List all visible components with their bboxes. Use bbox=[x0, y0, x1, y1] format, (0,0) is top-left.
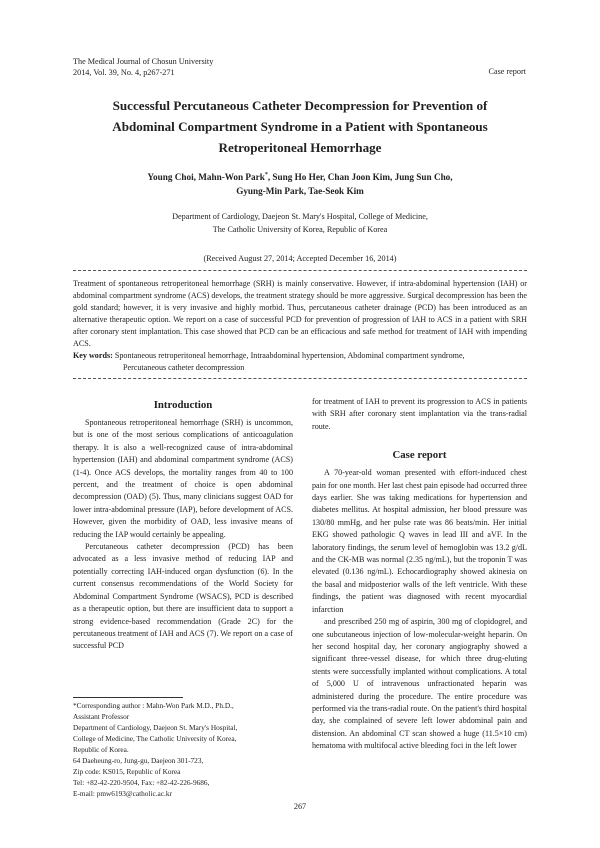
case-report-paragraph-2: and prescribed 250 mg of aspirin, 300 mg of clopidogrel, and one subcutaneous injection of low-molecular-weight heparin. On her second hospital day, her coronary angiography showed a significant three-vessel disease, for which three drug-eluting stents were successfully implanted without complications. A total of 5,000 U of intravenous unfractionated heparin was administered during the procedure. The entire procedure was performed via the trans-radial route. On the patient's third hospital day, she complained of severe left lower abdominal pain and distension. An abdominal CT scan showed a huge (11.5×10 cm) hematoma with multifocal active bleeding foci in the left lower bbox=[312, 617, 527, 751]
introduction-paragraph-1: Spontaneous retroperitoneal hemorrhage (SRH) is uncommon, but is one of the most serious complications of anticoagulation therapy. It is also a well-recognized cause of intra-abdominal hypertension (IAH) and abdominal compartment syndrome (ACS) (1-4). Once ACS develops, the mortality ranges from 40 to 100 percent, and the treatment of choice is open abdominal decompression (OAD) (5). Thus, many clinicians suggest OAD for lower intra-abdominal pressure (IAP), before development of ACS. However, given the morbidity of OAD, less invasive means of reducing the IAP would certainly be appealing. bbox=[73, 418, 293, 539]
abstract: Treatment of spontaneous retroperitoneal hemorrhage (SRH) is mainly conservative. However, if intra-abdominal hypertension (IAH) or abdominal compartment syndrome (ACS) develops, the treatment strategy should be more aggressive. Surgical decompression has been the gold standard; however, it is very invasive and highly morbid. Thus, percutaneous catheter drainage (PCD) has been introduced as an alternative therapeutic option. We report on a case of successful PCD for prevention of progression of IAH to ACS in a patient with SRH after coronary stent implantation. This case showed that PCD can be an efficacious and safe method for treatment of IAH with impending ACS. bbox=[73, 279, 527, 348]
abstract-bottom-rule bbox=[73, 378, 527, 379]
authors-line-1a: Young Choi, Mahn-Won Park bbox=[147, 172, 265, 183]
footnote-line-3: Department of Cardiology, Daejeon St. Mary's Hospital, bbox=[73, 723, 238, 732]
footnote-line-6: 64 Daeheung-ro, Jung-gu, Daejeon 301-723, bbox=[73, 756, 204, 765]
introduction-paragraph-2: Percutaneous catheter decompression (PCD) has been advocated as a less invasive method of reducing IAP and potentially correcting IAH-induced organ dysfunction (6). In the current consensus recommendations of the World Society for Abdominal Compartment Syndrome (WSACS), PCD is described as a therapeutic option, but there are insufficient data to support a strong evidence-based recommendation (Grade 2C) for the percutaneous treatment of IAH and ACS (7). We report on a case of successful PCD bbox=[73, 542, 293, 651]
authors-line-2: Gyung-Min Park, Tae-Seok Kim bbox=[236, 186, 364, 197]
author-list bbox=[70, 168, 530, 198]
affiliation-line-1: Department of Cardiology, Daejeon St. Mary's Hospital, College of Medicine, bbox=[172, 212, 428, 221]
journal-header bbox=[73, 56, 213, 78]
title-line-2: Abdominal Compartment Syndrome in a Patient with Spontaneous bbox=[112, 119, 488, 134]
introduction-heading: Introduction bbox=[153, 399, 213, 411]
affiliation bbox=[70, 210, 530, 236]
corresponding-author-footnote bbox=[73, 700, 293, 799]
footnote-line-2: Assistant Professor bbox=[73, 712, 130, 721]
case-report-paragraph-1: A 70-year-old woman presented with effort-induced chest pain for one month. Her last chest pain episode had occurred three days earlier. She was taking medications for hypertension and diabetes mellitus. At hospital admission, her blood pressure was 130/80 mmHg, and her pulse rate was 86 beats/min. Her initial EKG showed pathologic Q waves in lead III and aVF. In the laboratory findings, the serum level of hemoglobin was 13.2 g/dL and the CK-MB was normal (2.35 ng/mL), but the troponin T was elevated (0.136 ng/mL). Echocardiography showed akinesia on the basal and midposterior walls of the left ventricle. With these findings, the patient was diagnosed with recent myocardial infarction bbox=[312, 468, 527, 614]
footnote-rule bbox=[73, 697, 183, 698]
footnote-line-7: Zip code: KS015, Republic of Korea bbox=[73, 767, 181, 776]
footnote-line-1: *Corresponding author : Mahn-Won Park M.D., Ph.D., bbox=[73, 701, 234, 710]
keywords-label: Key words: bbox=[73, 351, 113, 360]
keywords bbox=[73, 350, 527, 374]
title-line-3: Retroperitoneal Hemorrhage bbox=[218, 140, 382, 155]
keywords-line-1: Spontaneous retroperitoneal hemorrhage, Intraabdominal hypertension, Abdominal compartment syndrome, bbox=[114, 351, 465, 360]
page-number: 267 bbox=[293, 802, 307, 811]
journal-name: The Medical Journal of Chosun University bbox=[73, 57, 214, 66]
footnote-line-4: College of Medicine, The Catholic University of Korea, bbox=[73, 734, 237, 743]
authors-line-1b: , Sung Ho Her, Chan Joon Kim, Jung Sun Cho, bbox=[267, 172, 453, 183]
article-title bbox=[70, 95, 530, 158]
journal-volume: 2014, Vol. 39, No. 4, p267-271 bbox=[73, 68, 175, 77]
corresponding-mark: * bbox=[264, 172, 268, 178]
abstract-top-rule bbox=[73, 270, 527, 271]
case-report-heading: Case report bbox=[392, 449, 447, 462]
footnote-line-8: Tel: +82-42-220-9504, Fax: +82-42-226-9686, bbox=[73, 778, 210, 787]
affiliation-line-2: The Catholic University of Korea, Republic of Korea bbox=[212, 225, 388, 234]
keywords-line-2: Percutaneous catheter decompression bbox=[123, 363, 245, 372]
footnote-line-5: Republic of Korea. bbox=[73, 745, 129, 754]
title-line-1: Successful Percutaneous Catheter Decompression for Prevention of bbox=[112, 98, 488, 113]
footnote-email: E-mail: pmw6193@catholic.ac.kr bbox=[73, 789, 172, 798]
left-column bbox=[73, 397, 293, 653]
received-dates: (Received August 27, 2014; Accepted December 16, 2014) bbox=[203, 254, 397, 263]
introduction-paragraph-2-continued: for treatment of IAH to prevent its progression to ACS in patients with SRH after coronary stent implantation via the trans-radial route. bbox=[312, 397, 527, 431]
article-type: Case report bbox=[488, 67, 526, 76]
right-column bbox=[312, 396, 527, 753]
